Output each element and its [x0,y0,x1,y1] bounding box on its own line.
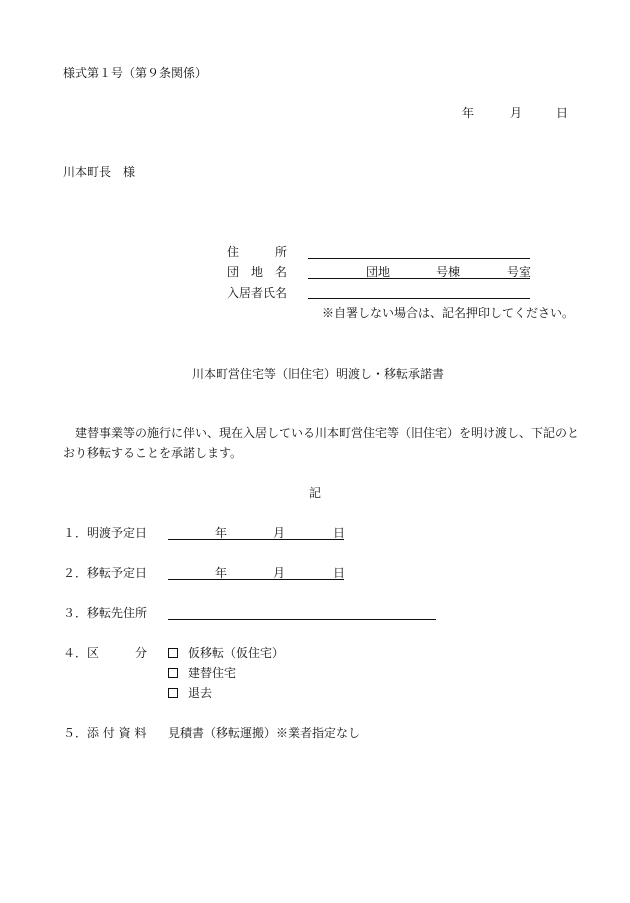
name-label: 入居者氏名 [227,286,288,300]
form-number: 様式第１号（第９条関係） [63,66,208,80]
checkbox-leave[interactable] [168,688,178,698]
date-year: 年 [462,106,475,120]
checkbox-rebuilt[interactable] [168,668,178,678]
address-label: 住 所 [227,245,288,259]
item-1-day: 日 [333,526,346,540]
item-5-label: ５．添 付 資 料 [63,726,147,740]
body-line-1: 建替事業等の施行に伴い、現在入居している川本町営住宅等（旧住宅）を明け渡し、下記のと [63,426,580,440]
body-line-2: おり移転することを承諾します。 [63,446,243,460]
item-2-label: ２．移転予定日 [63,566,148,580]
room-unit: 号室 [507,265,532,279]
danchi-label: 団 地 名 [227,265,288,279]
signature-note: ※自署しない場合は、記名押印してください。 [322,306,575,320]
date-month: 月 [510,106,523,120]
danchi-field[interactable] [308,278,530,279]
document-title: 川本町営住宅等（旧住宅）明渡し・移転承諾書 [192,367,445,381]
danchi-unit: 団地 [366,265,391,279]
item-1-label: １．明渡予定日 [63,526,148,540]
attachment-text: 見積書（移転運搬）※業者指定なし [168,726,361,740]
option-rebuilt-label: 建替住宅 [188,666,237,680]
item-1-field[interactable] [168,539,344,540]
checkbox-temporary[interactable] [168,648,178,658]
option-leave-label: 退去 [188,686,213,700]
item-2-day: 日 [333,566,346,580]
item-3-label: ３．移転先住所 [63,606,148,620]
item-1-year: 年 [215,526,228,540]
address-field[interactable] [308,258,530,259]
item-2-field[interactable] [168,579,344,580]
addressee: 川本町長 様 [63,165,136,179]
date-day: 日 [556,106,569,120]
option-temporary[interactable] [168,646,284,660]
item-2-year: 年 [215,566,228,580]
item-2-month: 月 [273,566,286,580]
option-temporary-label: 仮移転（仮住宅） [188,646,285,660]
option-leave[interactable] [168,686,212,700]
ki-heading: 記 [309,486,322,500]
item-4-label: ４．区 分 [63,646,148,660]
item-1-month: 月 [273,526,286,540]
item-3-field[interactable] [168,619,436,620]
option-rebuilt[interactable] [168,666,236,680]
name-field[interactable] [308,298,530,299]
building-unit: 号棟 [436,265,461,279]
